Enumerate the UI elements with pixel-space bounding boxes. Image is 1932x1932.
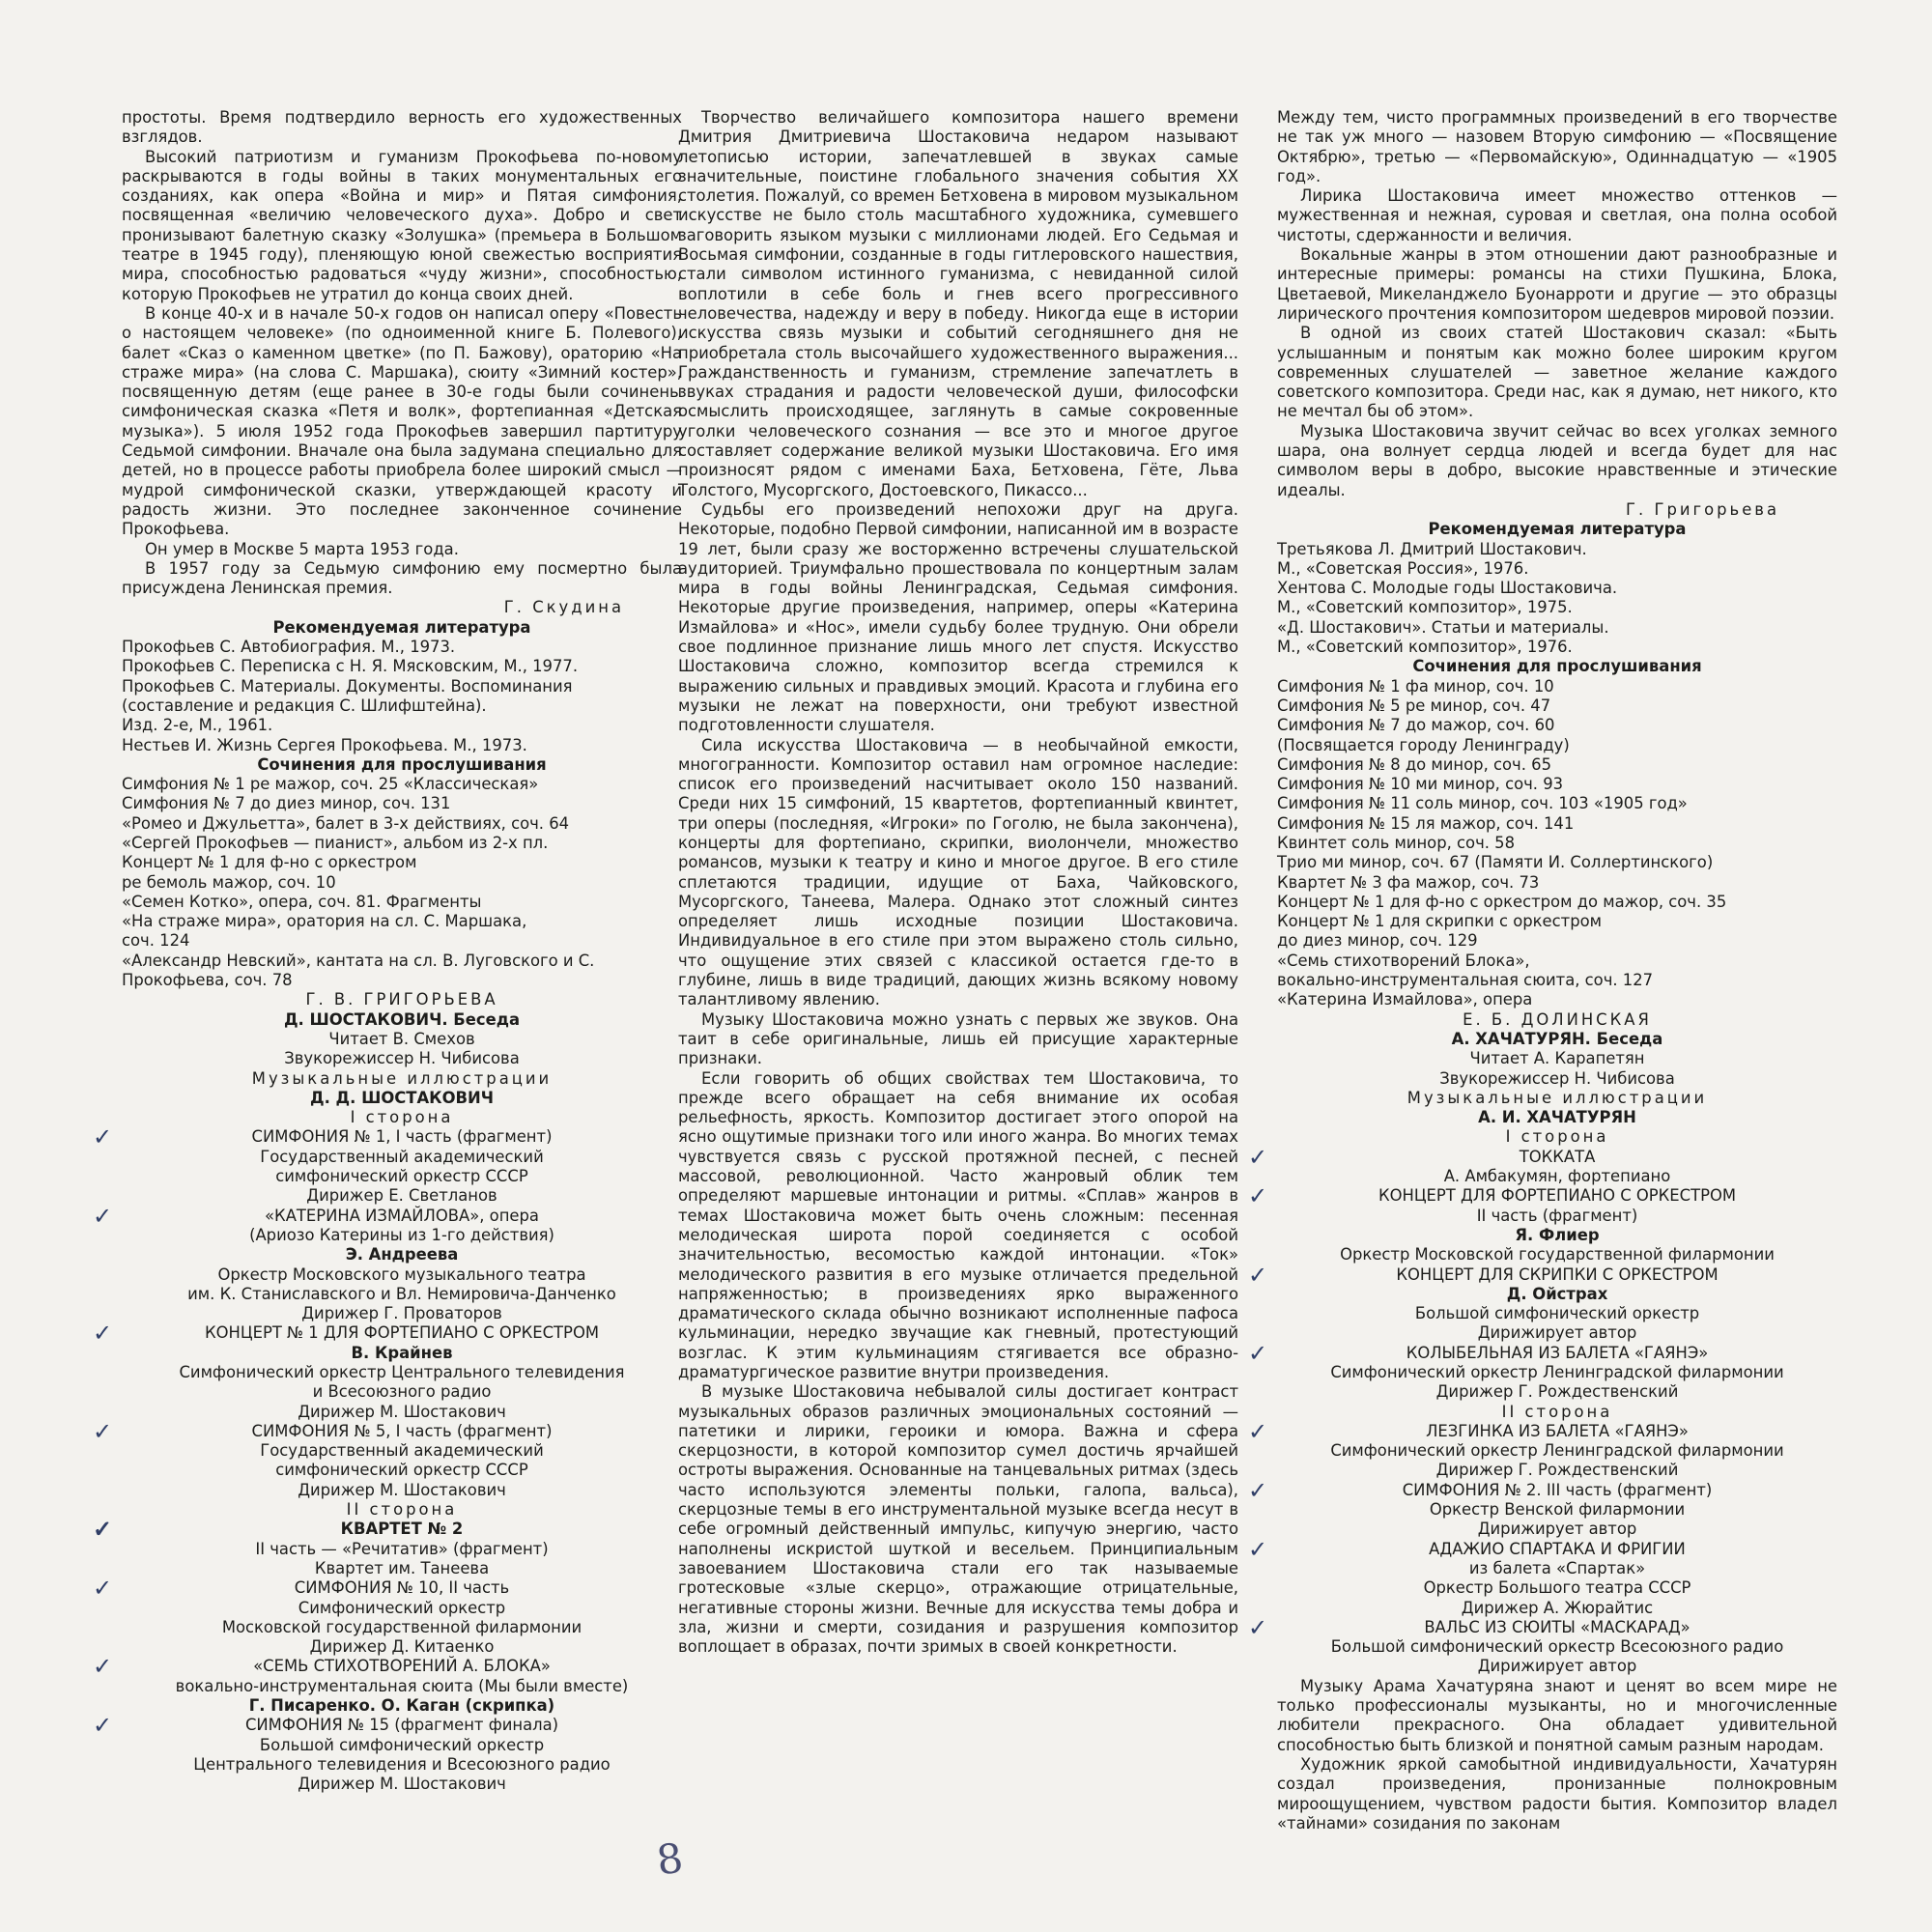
credit-text: Большой симфонический оркестр [259, 1735, 545, 1754]
paragraph: Он умер в Москве 5 марта 1953 года. [145, 539, 459, 558]
track-title [93, 1320, 682, 1348]
record-credits [93, 1009, 682, 1795]
works-heading: Сочинения для прослушивания [257, 754, 547, 774]
handwritten-page-number: 8 [653, 1833, 687, 1885]
author-signature: Г. Скудина [503, 598, 624, 617]
paragraph: Если говорить об общих свойствах тем Шостаковича, то прежде всего обращает на себя внимание их особая рельефность, яркость. Композитор достигает этого опорой на ясно ощутимые признаки того или иного жанра. Во многих темах чувствуется связь с русской протяжной песней, с песней массовой, революционной. Часто жанровый облик тем определяют маршевые интонации и ритмы. «Сплав» жанров в темах Шостаковича может быть очень сложным: песенная мелодическая широта порой соединяется с особой значительностью, весомостью каждой интонации. «Ток» мелодического развития в его музыке отличается предельной напряженностью; в произведениях ярко выраженного драматического склада обычно возникают исполненные пафоса кульминации, нередко звучащие как гневный, протестующий возглас. К этим кульминациям стягивается все образно-драматургическое развитие внутри произведения. [678, 1068, 1238, 1381]
checkmark-icon: ✓ [1248, 1535, 1268, 1563]
credit-line [122, 1030, 682, 1049]
credit-text: Звукорежиссер Н. Чибисова [1439, 1068, 1675, 1088]
literature-item: Третьякова Л. Дмитрий Шостакович. [1277, 539, 1587, 558]
work-item: Симфония № 7 до диез минор, соч. 131 [122, 794, 451, 813]
track-title [1248, 1182, 1837, 1210]
checkmark-icon: ✓ [1248, 1143, 1268, 1171]
credit-text: и Всесоюзного радио [312, 1382, 492, 1402]
credit-line [1277, 1069, 1837, 1089]
credit-text: СИМФОНИЯ № 2. III часть (фрагмент) [1402, 1480, 1713, 1499]
credit-line [1277, 1363, 1837, 1382]
work-item: Концерт № 1 для скрипки с оркестром [1277, 912, 1602, 931]
track-title [93, 1417, 682, 1445]
credit-text: Симфонический оркестр Ленинградской филармонии [1330, 1363, 1784, 1381]
work-item: ре бемоль мажор, соч. 10 [122, 872, 336, 892]
literature-item: Нестьев И. Жизнь Сергея Прокофьева. М., 1973. [122, 735, 527, 754]
credit-line [122, 1382, 682, 1402]
track-title [1248, 1339, 1837, 1367]
credit-text: Дирижер М. Шостакович [298, 1480, 506, 1499]
credit-text: II часть (фрагмент) [1476, 1206, 1638, 1225]
credit-text: СИМФОНИЯ № 1, I часть (фрагмент) [251, 1127, 553, 1147]
credit-text: КОНЦЕРТ № 1 ДЛЯ ФОРТЕПИАНО С ОРКЕСТРОМ [205, 1323, 599, 1343]
credit-line [1277, 1500, 1837, 1520]
credit-text: симфонический оркестр СССР [275, 1461, 528, 1480]
credit-text: КОНЦЕРТ ДЛЯ ФОРТЕПИАНО С ОРКЕСТРОМ [1378, 1186, 1737, 1206]
checkmark-icon: ✓ [93, 1202, 113, 1230]
credit-line [122, 1559, 682, 1578]
credit-line [1277, 1520, 1837, 1539]
credit-text: СИМФОНИЯ № 10, II часть [294, 1578, 510, 1598]
credit-line [122, 1226, 682, 1245]
work-item: Симфония № 1 ре мажор, соч. 25 «Классическая» [122, 775, 539, 794]
credit-text: Центрального телевидения и Всесоюзного радио [193, 1754, 611, 1774]
track-title [1248, 1261, 1837, 1289]
literature-heading: Рекомендуемая литература [272, 617, 531, 637]
paragraph: В конце 40-х и в начале 50-х годов он написал оперу «Повесть о настоящем человеке» (по одноименной книге Б. Полевого), балет «Сказ о каменном цветке» (по П. Бажову), ораторию «На страже мира» (на слова С. Маршака), сюиту «Зимний костер», посвященную детям (еще ранее в 30-е годы были сочинены симфоническая сказка «Петя и волк», фортепианная «Детская музыка»). 5 июля 1952 года Прокофьев завершил партитуру Седьмой симфонии. Вначале она была задумана специально для детей, но в процессе работы приобрела более широкий смысл — мудрой симфонической сказки, утверждающей красоту и радость жизни. Это последнее законченное сочинение Прокофьева. [122, 303, 682, 539]
credit-line [1277, 1637, 1837, 1657]
credit-text: КОЛЫБЕЛЬНАЯ ИЗ БАЛЕТА «ГАЯНЭ» [1406, 1343, 1709, 1362]
credit-text: А. Амбакумян, фортепиано [1443, 1167, 1671, 1186]
track-title [93, 1515, 682, 1544]
checkmark-icon: ✓ [93, 1515, 113, 1544]
credit-line [1277, 1657, 1837, 1676]
credit-line [1277, 1304, 1837, 1323]
credit-text: А. ХАЧАТУРЯН. Беседа [1451, 1029, 1663, 1048]
checkmark-icon: ✓ [1248, 1182, 1268, 1210]
credit-line [122, 1599, 682, 1618]
work-item: соч. 124 [122, 931, 190, 951]
credit-line [122, 1245, 682, 1264]
credit-text: Дирижирует автор [1477, 1657, 1637, 1676]
checkmark-icon: ✓ [93, 1320, 113, 1348]
credit-text: «СЕМЬ СТИХОТВОРЕНИЙ А. БЛОКА» [253, 1657, 551, 1676]
credit-line [122, 1540, 682, 1559]
credit-text: Дирижер А. Жюрайтис [1461, 1598, 1654, 1617]
literature-item: Изд. 2-е, М., 1961. [122, 716, 273, 735]
track-title [1248, 1613, 1837, 1641]
credit-text: Московской государственной филармонии [221, 1617, 582, 1636]
credit-text: симфонический оркестр СССР [275, 1167, 528, 1186]
literature-item: М., «Советская Россия», 1976. [1277, 558, 1529, 578]
works-heading: Сочинения для прослушивания [1412, 657, 1702, 676]
credit-text: «КАТЕРИНА ИЗМАЙЛОВА», опера [265, 1206, 539, 1225]
work-item: Трио ми минор, соч. 67 (Памяти И. Соллертинского) [1277, 853, 1714, 872]
credit-line [122, 1069, 682, 1089]
track-title [93, 1202, 682, 1230]
track-title [93, 1575, 682, 1603]
credit-text: им. К. Станиславского и Вл. Немировича-Данченко [187, 1284, 616, 1303]
paragraph: Музыку Арама Хачатуряна знают и ценят во всем мире не только профессионалы музыканты, но и многочисленные любители прекрасного. Она обладает удивительной способностью быть близкой и понятной самым разным народам. [1277, 1676, 1837, 1754]
compiler-signature: Г. В. ГРИГОРЬЕВА [305, 990, 498, 1009]
credit-line [122, 1089, 682, 1108]
checkmark-icon: ✓ [93, 1712, 113, 1740]
column-1 [93, 108, 682, 1795]
credit-text: КОНЦЕРТ ДЛЯ СКРИПКИ С ОРКЕСТРОМ [1396, 1264, 1719, 1284]
credit-line [122, 1696, 682, 1716]
credit-line [122, 1108, 682, 1127]
credit-text: Оркестр Венской филармонии [1429, 1500, 1686, 1520]
credit-text: II сторона [1501, 1402, 1613, 1421]
credit-line [122, 1265, 682, 1285]
paragraph: Вокальные жанры в этом отношении дают разнообразные и интересные примеры: романсы на стихи Пушкина, Блока, Цветаевой, Микеланджело Буонарроти и другие — это образцы лирического прочтения композитором шедевров мировой поэзии. [1277, 245, 1837, 323]
track-title [1248, 1143, 1837, 1171]
credit-line [122, 1637, 682, 1657]
literature-item: М., «Советский композитор», 1975. [1277, 598, 1573, 617]
credit-line [1277, 1226, 1837, 1245]
credit-line [1277, 1108, 1837, 1127]
credit-text: ВАЛЬС ИЗ СЮИТЫ «МАСКАРАД» [1424, 1617, 1690, 1636]
work-item: Симфония № 1 фа минор, соч. 10 [1277, 676, 1554, 696]
literature-item: Прокофьев С. Автобиография. М., 1973. [122, 638, 456, 657]
credit-line [122, 1010, 682, 1030]
credit-text: Я. Флиер [1515, 1225, 1600, 1244]
work-item: «На страже мира», оратория на сл. С. Маршака, [122, 912, 527, 931]
credit-text: В. Крайнев [351, 1343, 453, 1362]
work-item: (Посвящается городу Ленинграду) [1277, 735, 1570, 754]
credit-text: КВАРТЕТ № 2 [340, 1520, 464, 1539]
credit-line [122, 1736, 682, 1755]
work-item: «Семен Котко», опера, соч. 81. Фрагменты [122, 892, 482, 911]
work-item: «Семь стихотворений Блока», [1277, 951, 1530, 970]
checkmark-icon: ✓ [1248, 1613, 1268, 1641]
credit-line [1277, 1049, 1837, 1068]
literature-heading: Рекомендуемая литература [1428, 520, 1687, 539]
paragraph: Музыка Шостаковича звучит сейчас во всех уголках земного шара, она волнует сердца людей и всегда будет для нас символом веры в добро, высокие нравственные и этические идеалы. [1277, 421, 1837, 499]
paragraph: Художник яркой самобытной индивидуальности, Хачатурян создал произведения, пронизанные полнокровным мироощущением, чувством радости бытия. Композитор владел «тайнами» созидания по законам [1277, 1754, 1837, 1833]
credit-line [1277, 1030, 1837, 1049]
credit-line [122, 1441, 682, 1461]
credit-text: Большой симфонический оркестр [1414, 1304, 1700, 1323]
credit-line [1277, 1285, 1837, 1304]
checkmark-icon: ✓ [1248, 1261, 1268, 1289]
credit-line [122, 1186, 682, 1206]
track-title [93, 1123, 682, 1151]
credit-text: Д. Д. ШОСТАКОВИЧ [310, 1088, 494, 1107]
work-item: вокально-инструментальная сюита, соч. 127 [1277, 971, 1654, 990]
credit-line [1277, 1245, 1837, 1264]
credit-line [122, 1049, 682, 1068]
credit-text: Квартет им. Танеева [314, 1558, 490, 1577]
credit-line [1277, 1599, 1837, 1618]
checkmark-icon: ✓ [93, 1575, 113, 1603]
credit-text: Оркестр Московского музыкального театра [217, 1264, 586, 1284]
credit-text: А. И. ХАЧАТУРЯН [1478, 1108, 1636, 1127]
literature-item: Прокофьев С. Материалы. Документы. Воспоминания (составление и редакция С. Шлифштейна). [122, 676, 573, 715]
credit-text: Э. Андреева [345, 1245, 459, 1264]
paragraph: Судьбы его произведений непохожи друг на друга. Некоторые, подобно Первой симфонии, написанной им в возрасте 19 лет, были сразу же восторженно встречены слушательской аудиторией. Триумфально прошествовала по концертным залам мира в годы войны Ленинградская, Седьмая симфония. Некоторые другие произведения, например, оперы «Катерина Измайлова» и «Нос», имели судьбу более трудную. Они обрели свое подлинное признание лишь много лет спустя. Искусство Шостаковича сложно, композитор всегда стремился к выражению сильных и правдивых эмоций. Красота и глубина его музыки не лежат на поверхности, они требуют известной подготовленности слушателя. [678, 499, 1238, 735]
credit-text: Симфонический оркестр Ленинградской филармонии [1330, 1441, 1784, 1461]
credit-line [1277, 1441, 1837, 1461]
credit-line [122, 1618, 682, 1637]
paragraph: В музыке Шостаковича небывалой силы достигает контраст музыкальных образов различных эмоциональных состояний — патетики и лирики, героики и юмора. Важна и сфера скерцозности, в которой композитор сумел достичь ярчайшей остроты выражения. Основанные на танцевальных ритмах (здесь часто используются элементы польки, галопа, вальса), скерцозные темы в его инструментальной музыке всегда несут в себе огромный действенный импульс, кипучую энергию, часто наполнены искристой шуткой и весельем. Принципиальным завоеванием Шостаковича стали его так называемые гротесковые «злые скерцо», отражающие отрицательные, негативные стороны жизни. Вечные для искусства темы добра и зла, жизни и смерти, созидания и разрушения композитор воплощает в образах, почти зримых в своей конкретности. [678, 1382, 1238, 1657]
credit-line [1277, 1207, 1837, 1226]
credit-text: Дирижер Д. Китаенко [309, 1637, 495, 1657]
paragraph: В одной из своих статей Шостакович сказал: «Быть услышанным и понятым как можно более широким кругом современных слушателей — заветное желание каждого советского композитора. Среди нас, как я думаю, нет никого, кто не мечтал бы об этом». [1277, 324, 1837, 421]
credit-text: ТОККАТА [1519, 1147, 1596, 1166]
credit-line [1277, 1167, 1837, 1186]
credit-line [122, 1344, 682, 1363]
checkmark-icon: ✓ [93, 1123, 113, 1151]
credit-text: СИМФОНИЯ № 15 (фрагмент финала) [244, 1716, 559, 1735]
credit-text: Государственный академический [260, 1441, 544, 1461]
credit-line [1277, 1559, 1837, 1578]
credit-text: Дирижирует автор [1477, 1520, 1637, 1539]
compiler-signature: Е. Б. ДОЛИНСКАЯ [1463, 1009, 1652, 1029]
credit-line [1277, 1089, 1837, 1108]
credit-text: II часть — «Речитатив» (фрагмент) [255, 1539, 549, 1558]
credit-line [122, 1500, 682, 1520]
credit-line [1277, 1323, 1837, 1343]
column-2 [678, 108, 1238, 1657]
work-item: «Сергей Прокофьев — пианист», альбом из 2-х пл. [122, 833, 549, 852]
credit-text: вокально-инструментальная сюита (Мы были вместе) [175, 1676, 629, 1695]
paragraph: Творчество величайшего композитора нашего времени Дмитрия Дмитриевича Шостаковича недаром называют летописью истории, запечатлевшей в звуках самые значительные, поистине глобального значения события XX столетия. Пожалуй, со времен Бетховена в мировом музыкальном искусстве не было столь масштабного художника, сумевшего заговорить языком музыки с миллионами людей. Его Седьмая и Восьмая симфонии, созданные в годы гитлеровского нашествия, стали символом истинного гуманизма, с невиданной силой воплотили в себе боль и гнев всего прогрессивного человечества, надежду и веру в победу. Никогда еще в истории искусства связь музыки и событий сегодняшнего дня не приобретала столь высочайшего художественного выражения... Гражданственность и гуманизм, стремление запечатлеть в звуках страдания и радости человеческой души, философски осмыслить происходящее, заглянуть в самые сокровенные уголки человеческого сознания — все это и многое другое составляет содержание великой музыки Шостаковича. Его имя произносят рядом с именами Баха, Бетховена, Гёте, Льва Толстого, Мусоргского, Достоевского, Пикассо... [678, 108, 1238, 499]
track-title [93, 1653, 682, 1681]
column-3 [1248, 108, 1837, 1833]
literature-item: М., «Советский композитор», 1976. [1277, 638, 1573, 657]
credit-text: I сторона [350, 1108, 454, 1127]
track-title [1248, 1417, 1837, 1445]
credit-text: Дирижер Г. Рождественский [1435, 1382, 1679, 1402]
credit-text: (Ариозо Катерины из 1-го действия) [249, 1225, 554, 1244]
checkmark-icon: ✓ [1248, 1339, 1268, 1367]
credit-text: из балета «Спартак» [1468, 1558, 1646, 1577]
credit-text: ЛЕЗГИНКА ИЗ БАЛЕТА «ГАЯНЭ» [1426, 1421, 1689, 1440]
credit-line [122, 1755, 682, 1775]
credit-line [1277, 1461, 1837, 1480]
credit-text: Дирижирует автор [1477, 1323, 1637, 1343]
credit-text: Дирижер Е. Светланов [306, 1186, 497, 1206]
work-item: Симфония № 15 ля мажор, соч. 141 [1277, 813, 1575, 833]
credit-text: I сторона [1505, 1127, 1609, 1147]
credit-line [122, 1304, 682, 1323]
work-item: Симфония № 5 ре минор, соч. 47 [1277, 696, 1551, 715]
credit-line [122, 1403, 682, 1422]
paragraph: Между тем, чисто программных произведений в его творчестве не так уж много — назовем Вторую симфонию — «Посвящение Октябрю», третью — «Первомайскую», Одиннадцатую — «1905 год». [1277, 108, 1837, 185]
credit-text: Симфонический оркестр [298, 1598, 506, 1617]
credit-text: АДАЖИО СПАРТАКА И ФРИГИИ [1429, 1539, 1686, 1558]
credit-text: Музыкальные иллюстрации [1406, 1088, 1708, 1107]
work-item: «Александр Невский», кантата на сл. В. Луговского и С. Прокофьева, соч. 78 [122, 951, 595, 990]
checkmark-icon: ✓ [93, 1417, 113, 1445]
credit-line [1277, 1382, 1837, 1402]
credit-text: Музыкальные иллюстрации [251, 1068, 553, 1088]
credit-line [122, 1285, 682, 1304]
credit-line [122, 1148, 682, 1167]
credit-line [122, 1775, 682, 1794]
credit-text: Читает В. Смехов [328, 1029, 475, 1048]
credit-text: Читает А. Карапетян [1469, 1049, 1645, 1068]
credit-text: Большой симфонический оркестр Всесоюзного радио [1330, 1637, 1784, 1657]
work-item: Квинтет соль минор, соч. 58 [1277, 833, 1516, 852]
credit-line [122, 1481, 682, 1500]
credit-line [122, 1677, 682, 1696]
work-item: Симфония № 11 соль минор, соч. 103 «1905 год» [1277, 794, 1688, 813]
credit-text: Звукорежиссер Н. Чибисова [284, 1049, 520, 1068]
credit-line [122, 1363, 682, 1382]
credit-text: Дирижер М. Шостакович [298, 1402, 506, 1421]
credit-line [122, 1461, 682, 1480]
credit-text: Дирижер М. Шостакович [298, 1775, 506, 1794]
track-title [1248, 1476, 1837, 1504]
paragraph: Высокий патриотизм и гуманизм Прокофьева по-новому раскрываются в годы войны в таких монументальных его созданиях, как опера «Война и мир» и Пятая симфония, посвященная «величию человеческого духа». Добро и свет пронизывают балетную сказку «Золушка» (премьера в Большом театре в 1945 году), пленяющую юной свежестью восприятия мира, способностью радоваться «чуду жизни», способностью, которую Прокофьев не утратил до конца своих дней. [122, 147, 682, 303]
work-item: Симфония № 10 ми минор, соч. 93 [1277, 775, 1564, 794]
literature-item: «Д. Шостакович». Статьи и материалы. [1277, 617, 1609, 637]
credit-text: Симфонический оркестр Центрального телевидения [179, 1363, 625, 1381]
work-item: Симфония № 8 до минор, соч. 65 [1277, 754, 1551, 774]
credit-text: Государственный академический [260, 1147, 544, 1166]
work-item: Концерт № 1 для ф-но с оркестром [122, 853, 417, 872]
credit-line [1277, 1578, 1837, 1598]
credit-text: СИМФОНИЯ № 5, I часть (фрагмент) [251, 1421, 553, 1440]
track-title [93, 1712, 682, 1740]
work-item: Симфония № 7 до мажор, соч. 60 [1277, 716, 1555, 735]
credit-text: Д. Ойстрах [1506, 1284, 1608, 1303]
credit-text: Г. Писаренко. О. Каган (скрипка) [248, 1696, 555, 1716]
credit-text: II сторона [346, 1500, 458, 1520]
paragraph: простоты. Время подтвердило верность его художественных взглядов. [122, 108, 682, 147]
work-item: до диез минор, соч. 129 [1277, 931, 1478, 951]
work-item: «Ромео и Джульетта», балет в 3-х действиях, соч. 64 [122, 813, 570, 833]
work-item: «Катерина Измайлова», опера [1277, 990, 1533, 1009]
paragraph: Сила искусства Шостаковича — в необычайной емкости, многогранности. Композитор оставил нам огромное наследие: список его произведений насчитывает около 150 названий. Среди них 15 симфоний, 15 квартетов, фортепианный квинтет, три оперы (последняя, «Игроки» по Гоголю, не была закончена), концерты для фортепиано, скрипки, виолончели, множество романсов, музыки к театру и кино и многое другое. В его стиле сплетаются традиции, идущие от Баха, Чайковского, Мусоргского, Танеева, Малера. Однако этот сложный синтез определяет лишь исходные позиции Шостаковича. Индивидуальное в его стиле при этом выражено столь сильно, что ощущение этих связей с классикой остается где-то в глубине, лишь в виде традиций, дающих жизнь всякому новому талантливому явлению. [678, 735, 1238, 1009]
paragraph: Музыку Шостаковича можно узнать с первых же звуков. Она таит в себе оригинальные, лишь ей присущие характерные признаки. [678, 1009, 1238, 1068]
work-item: Концерт № 1 для ф-но с оркестром до мажор, соч. 35 [1277, 892, 1727, 911]
track-title [1248, 1535, 1837, 1563]
checkmark-icon: ✓ [1248, 1417, 1268, 1445]
credit-text: Оркестр Большого театра СССР [1423, 1578, 1691, 1598]
credit-text: Дирижер Г. Рождественский [1435, 1461, 1679, 1480]
credit-text: Оркестр Московской государственной филармонии [1340, 1245, 1775, 1264]
paragraph: В 1957 году за Седьмую симфонию ему посмертно была присуждена Ленинская премия. [122, 558, 682, 598]
credit-text: Д. ШОСТАКОВИЧ. Беседа [283, 1009, 521, 1029]
literature-item: Прокофьев С. Переписка с Н. Я. Мясковским, М., 1977. [122, 657, 579, 676]
checkmark-icon: ✓ [1248, 1476, 1268, 1504]
credit-line [1277, 1127, 1837, 1147]
credit-line [122, 1167, 682, 1186]
paragraph: Лирика Шостаковича имеет множество оттенков — мужественная и нежная, суровая и светлая, она полна особой чистоты, сдержанности и величия. [1277, 186, 1837, 244]
checkmark-icon: ✓ [93, 1653, 113, 1681]
author-signature: Г. Григорьева [1626, 499, 1779, 519]
record-credits [1248, 1029, 1837, 1677]
credit-text: Дирижер Г. Проваторов [301, 1304, 502, 1323]
credit-line [1277, 1403, 1837, 1422]
literature-item: Хентова С. Молодые годы Шостаковича. [1277, 579, 1618, 598]
work-item: Квартет № 3 фа мажор, соч. 73 [1277, 872, 1540, 892]
